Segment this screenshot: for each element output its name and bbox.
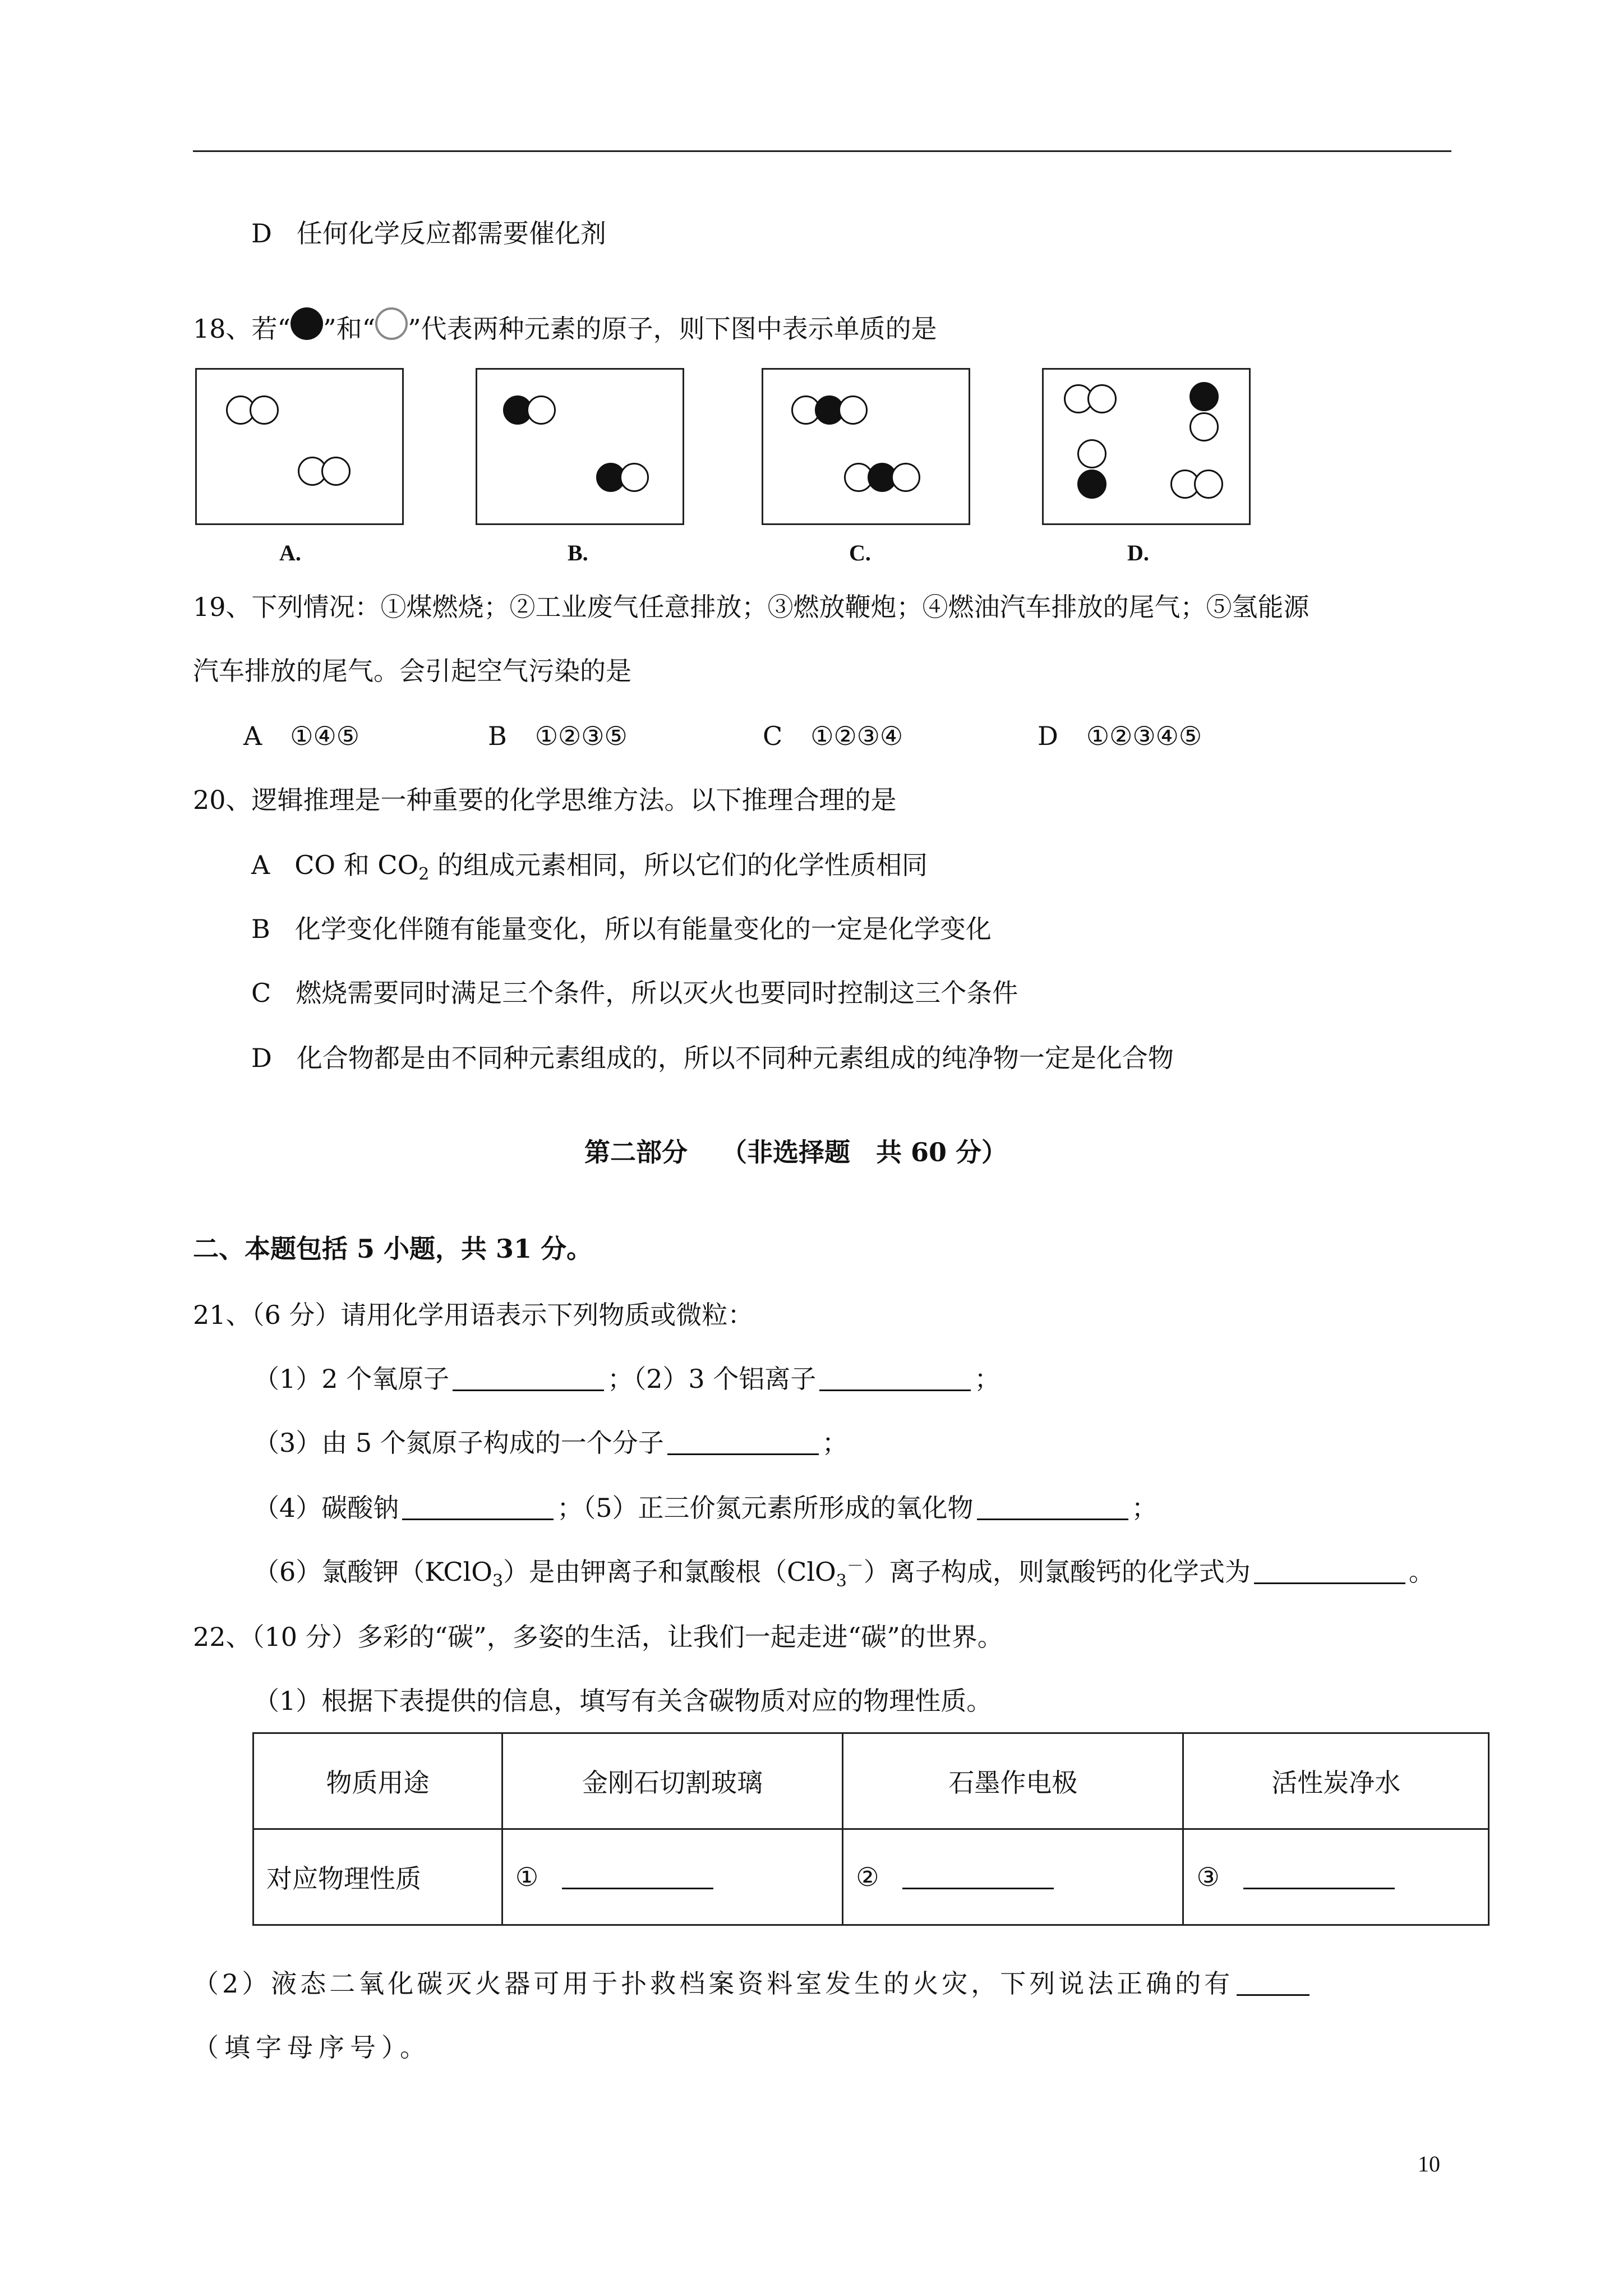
q21-stem: 21、（6 分）请用化学用语表示下列物质或微粒： <box>193 1300 754 1330</box>
table-header-cell: 物质用途 <box>253 1733 502 1829</box>
table-cell: ③ <box>1183 1829 1489 1925</box>
q19-option-a: A ①④⑤ <box>243 721 359 751</box>
q22-sub2-line1: （2）液态二氧化碳灭火器可用于扑救档案资料室发生的火灾，下列说法正确的有 <box>193 1967 1313 2000</box>
answer-blank[interactable] <box>902 1863 1054 1889</box>
q22-sub1: （1）根据下表提供的信息，填写有关含碳物质对应的物理性质。 <box>253 1686 993 1716</box>
q22-sub2-line2: （填字母序号）。 <box>193 2032 431 2063</box>
answer-blank[interactable] <box>402 1494 554 1520</box>
table-cell: ① <box>502 1829 842 1925</box>
q20-option-b: B 化学变化伴随有能量变化，所以有能量变化的一定是化学变化 <box>251 914 992 944</box>
answer-blank[interactable] <box>1243 1863 1395 1889</box>
q20-option-c: C 燃烧需要同时满足三个条件，所以灭火也要同时控制这三个条件 <box>251 978 1018 1008</box>
q18-label-c: C. <box>849 540 871 565</box>
table-cell: ② <box>843 1829 1183 1925</box>
answer-blank[interactable] <box>819 1365 971 1391</box>
part2-title: 第二部分 （非选择题 共 60 分） <box>584 1137 1008 1167</box>
table-row <box>253 1733 1489 1829</box>
q21-line-4: （6）氯酸钾（KClO$_3$）是由钾离子和氯酸根（ClO$_3$－）离子构成，则氯酸钙的化学式为 。 <box>253 1556 1435 1591</box>
q18-label-a: A. <box>279 540 301 565</box>
q18-label-d: D. <box>1127 540 1149 565</box>
q18-label-b: B. <box>568 540 588 565</box>
table-header-cell: 金刚石切割玻璃 <box>502 1733 842 1829</box>
answer-blank[interactable] <box>453 1365 604 1391</box>
q18-box-b <box>476 368 684 525</box>
answer-blank[interactable] <box>562 1863 713 1889</box>
q19-option-d: D ①②③④⑤ <box>1038 721 1202 751</box>
q20-stem: 20、逻辑推理是一种重要的化学思维方法。以下推理合理的是 <box>193 785 897 815</box>
carbon-properties-table <box>252 1732 1490 1926</box>
table-row <box>253 1829 1489 1925</box>
section2-heading: 二、本题包括 5 小题，共 31 分。 <box>193 1234 593 1264</box>
q21-line-1: （1）2 个氧原子 ；（2）3 个铝离子 ； <box>253 1364 1000 1394</box>
q19-option-c: C ①②③④ <box>763 721 903 751</box>
hollow-atom-icon <box>375 307 408 340</box>
q18-box-a <box>195 368 404 525</box>
table-row-label: 对应物理性质 <box>253 1829 502 1925</box>
table-header-cell: 石墨作电极 <box>843 1733 1183 1829</box>
q17-option-d: D 任何化学反应都需要催化剂 <box>251 218 606 249</box>
q18-box-c <box>762 368 970 525</box>
q18-box-d <box>1042 368 1251 525</box>
filled-atom-icon <box>291 307 323 340</box>
header-rule <box>193 150 1451 152</box>
q19-stem-line1: 19、下列情况：①煤燃烧；②工业废气任意排放；③燃放鞭炮；④燃油汽车排放的尾气；⑤氢能源 <box>193 592 1310 622</box>
q19-stem-line2: 汽车排放的尾气。会引起空气污染的是 <box>193 656 631 686</box>
q21-line-3: （4）碳酸钠 ；（5）正三价氮元素所形成的氧化物 ； <box>253 1493 1158 1523</box>
answer-blank[interactable] <box>1237 1970 1310 1996</box>
q22-stem: 22、（10 分）多彩的“碳”，多姿的生活，让我们一起走进“碳”的世界。 <box>193 1622 1003 1652</box>
table-header-cell: 活性炭净水 <box>1183 1733 1489 1829</box>
answer-blank[interactable] <box>1254 1558 1405 1584</box>
q20-option-d: D 化合物都是由不同种元素组成的，所以不同种元素组成的纯净物一定是化合物 <box>251 1043 1174 1073</box>
q20-option-a: A CO 和 $CO_2$ 的组成元素相同，所以它们的化学性质相同 <box>251 850 928 885</box>
q21-line-2: （3）由 5 个氮原子构成的一个分子 ； <box>253 1428 848 1458</box>
q19-option-b: B ①②③⑤ <box>488 721 628 751</box>
answer-blank[interactable] <box>667 1429 819 1455</box>
page-number: 10 <box>1418 2151 1440 2177</box>
answer-blank[interactable] <box>977 1494 1128 1520</box>
q18-stem: 18、若“ ”和“ ”代表两种元素的原子，则下图中表示单质的是 <box>193 307 937 346</box>
